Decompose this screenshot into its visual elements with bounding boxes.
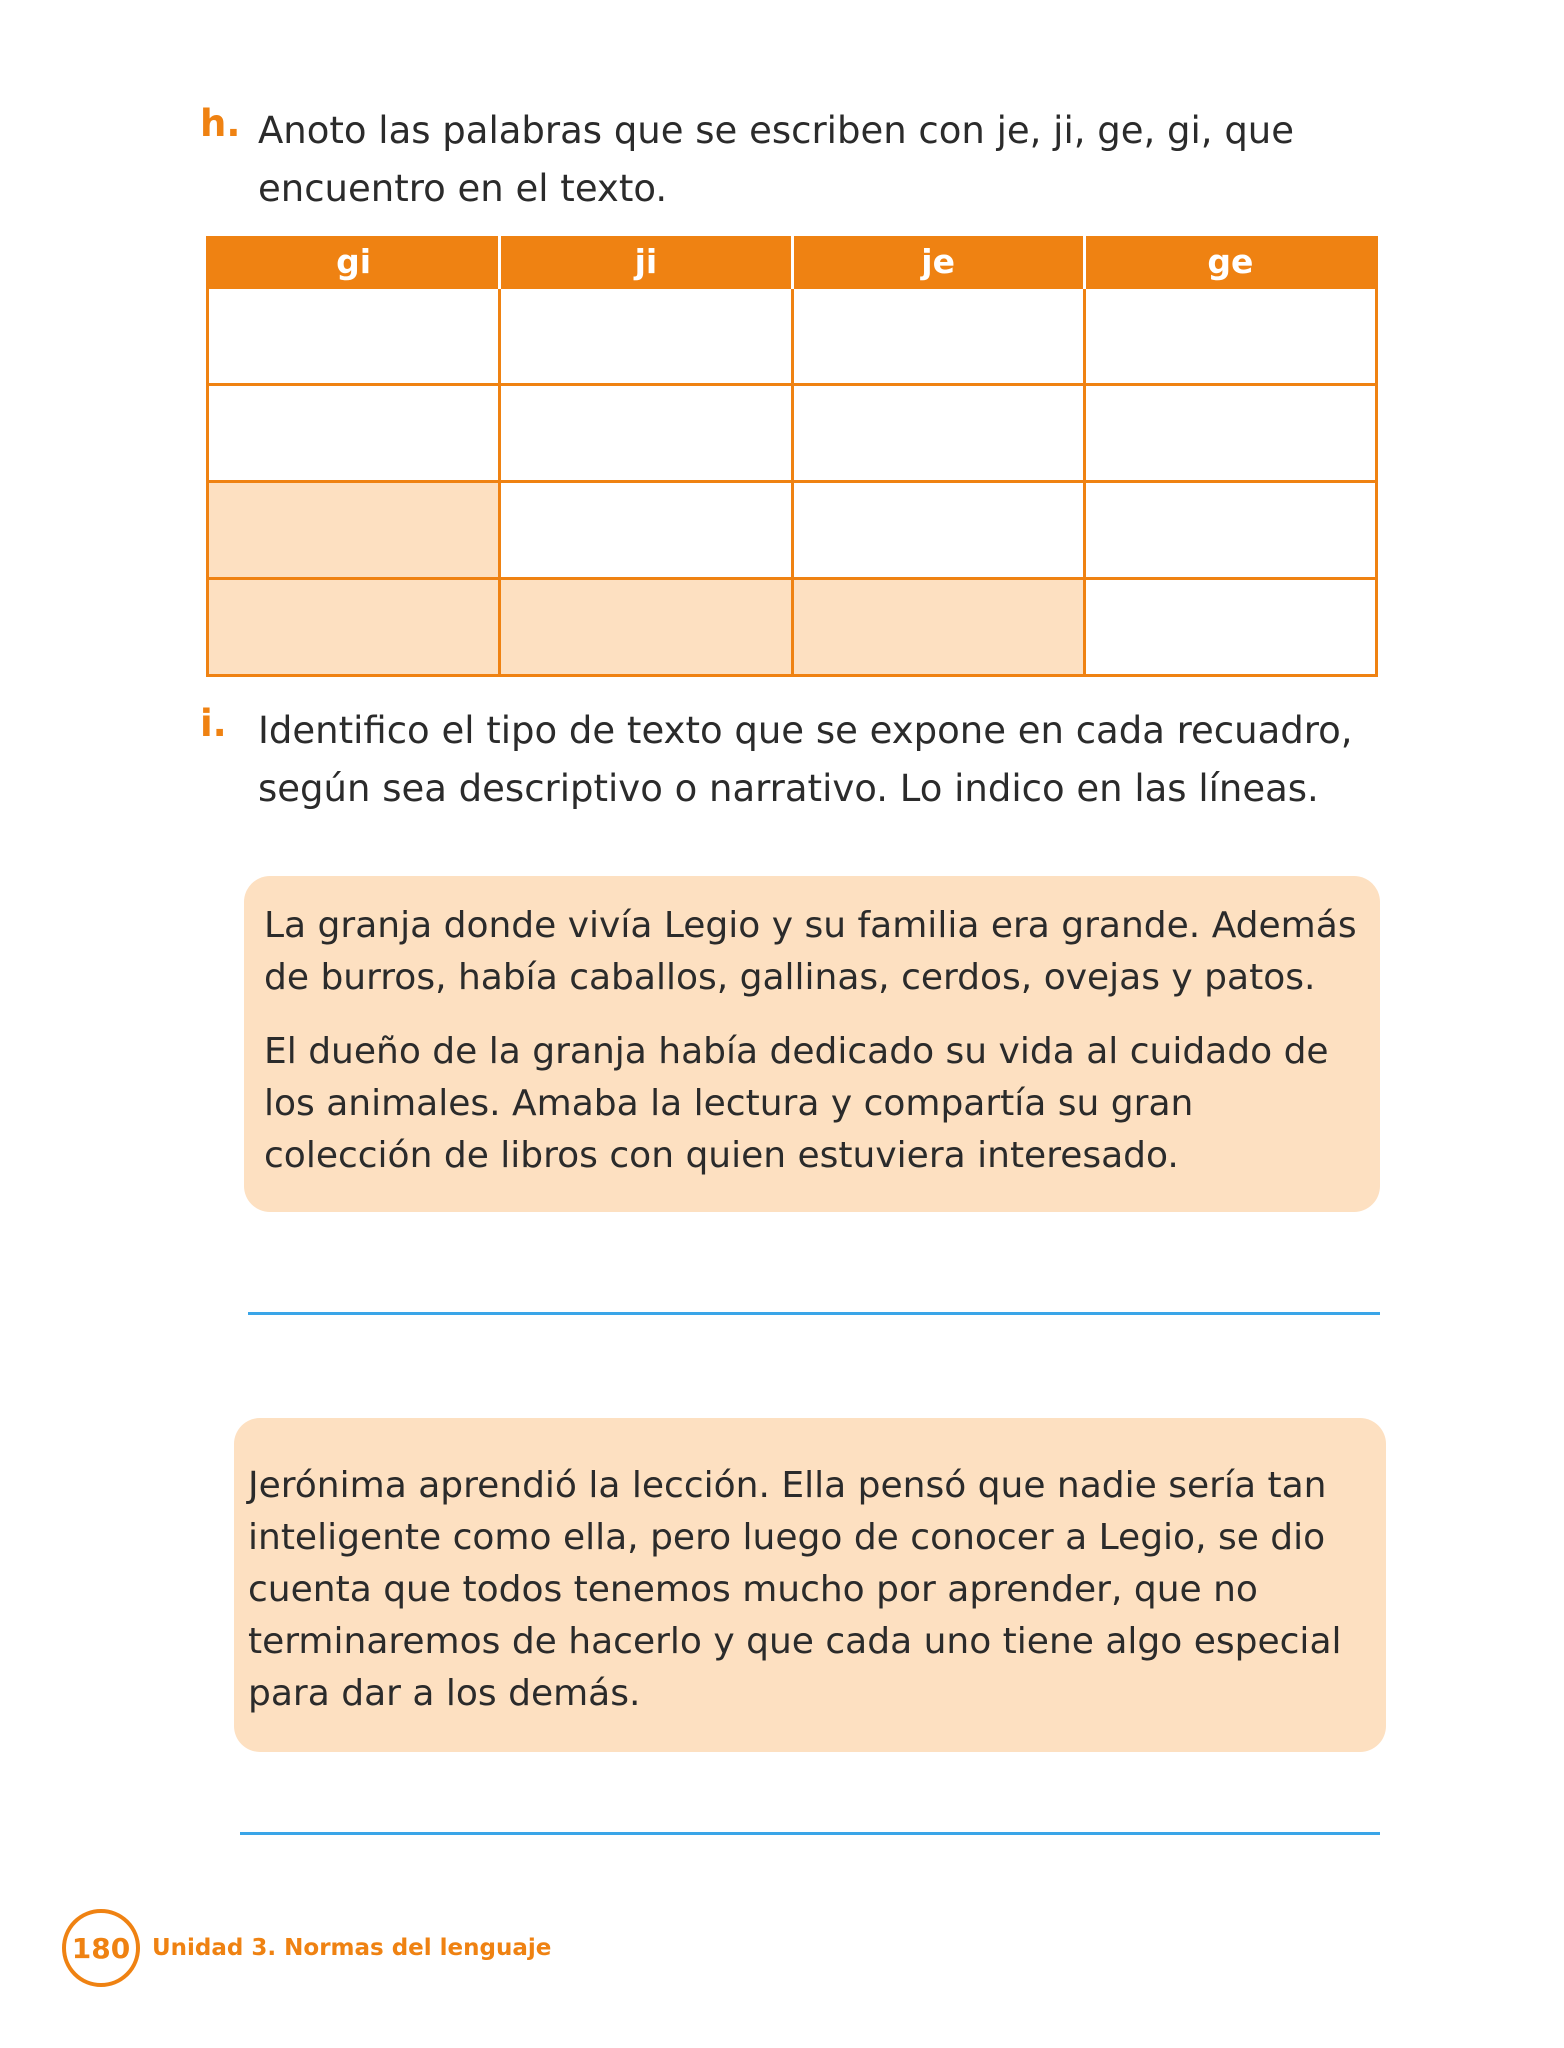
table-header-row bbox=[208, 236, 1377, 288]
table-cell-ge[interactable] bbox=[1084, 385, 1376, 482]
activity-h-instruction: Anoto las palabras que se escriben con je, ji, ge, gi, que encuentro en el texto. bbox=[258, 109, 1295, 210]
table-cell-ge[interactable] bbox=[1084, 579, 1376, 676]
table-header-ji: ji bbox=[500, 236, 792, 288]
page-footer bbox=[62, 1910, 551, 1986]
words-table bbox=[206, 236, 1378, 677]
activity-i-instruction: Identifico el tipo de texto que se expone en cada recuadro, según sea descriptivo o narrativo. Lo indico en las líneas. bbox=[258, 709, 1353, 810]
table-header-gi: gi bbox=[208, 236, 500, 288]
table-cell-shaded bbox=[792, 579, 1084, 676]
table-cell-ji[interactable] bbox=[500, 288, 792, 385]
table-cell-ji[interactable] bbox=[500, 482, 792, 579]
text-box-descriptive bbox=[244, 876, 1380, 1212]
table-cell-je[interactable] bbox=[792, 482, 1084, 579]
table-header-je: je bbox=[792, 236, 1084, 288]
activity-i-letter: i. bbox=[200, 702, 227, 745]
answer-line-2[interactable] bbox=[240, 1832, 1380, 1835]
table-cell-shaded bbox=[208, 482, 500, 579]
text-box-paragraph: La granja donde vivía Legio y su familia era grande. Además de burros, había caballos, gallinas, cerdos, ovejas y patos. bbox=[264, 905, 1357, 998]
table-cell-ge[interactable] bbox=[1084, 482, 1376, 579]
table-cell-gi[interactable] bbox=[208, 288, 500, 385]
table-cell-shaded bbox=[208, 579, 500, 676]
table-cell-shaded bbox=[500, 579, 792, 676]
table-cell-ge[interactable] bbox=[1084, 288, 1376, 385]
text-box-narrative bbox=[234, 1418, 1386, 1752]
table-row bbox=[208, 482, 1377, 579]
text-box-paragraph: El dueño de la granja había dedicado su vida al cuidado de los animales. Amaba la lectura y compartía su gran colección de libros con quien estuviera interesado. bbox=[264, 1031, 1329, 1176]
table-cell-ji[interactable] bbox=[500, 385, 792, 482]
table-cell-gi[interactable] bbox=[208, 385, 500, 482]
table-cell-je[interactable] bbox=[792, 288, 1084, 385]
table-header-ge: ge bbox=[1084, 236, 1376, 288]
table-row bbox=[208, 288, 1377, 385]
unit-title: Unidad 3. Normas del lenguaje bbox=[152, 1935, 552, 1961]
table-cell-je[interactable] bbox=[792, 385, 1084, 482]
activity-h-letter: h. bbox=[200, 102, 241, 145]
answer-line-1[interactable] bbox=[248, 1312, 1380, 1315]
page-number-badge: 180 bbox=[62, 1909, 140, 1987]
table-row bbox=[208, 579, 1377, 676]
table-row bbox=[208, 385, 1377, 482]
text-box-paragraph: Jerónima aprendió la lección. Ella pensó que nadie sería tan inteligente como ella, pero luego de conocer a Legio, se dio cuenta que todos tenemos mucho por aprender, que no terminaremos de hacerlo y que cada uno tiene algo especial para dar a los demás. bbox=[248, 1465, 1342, 1714]
